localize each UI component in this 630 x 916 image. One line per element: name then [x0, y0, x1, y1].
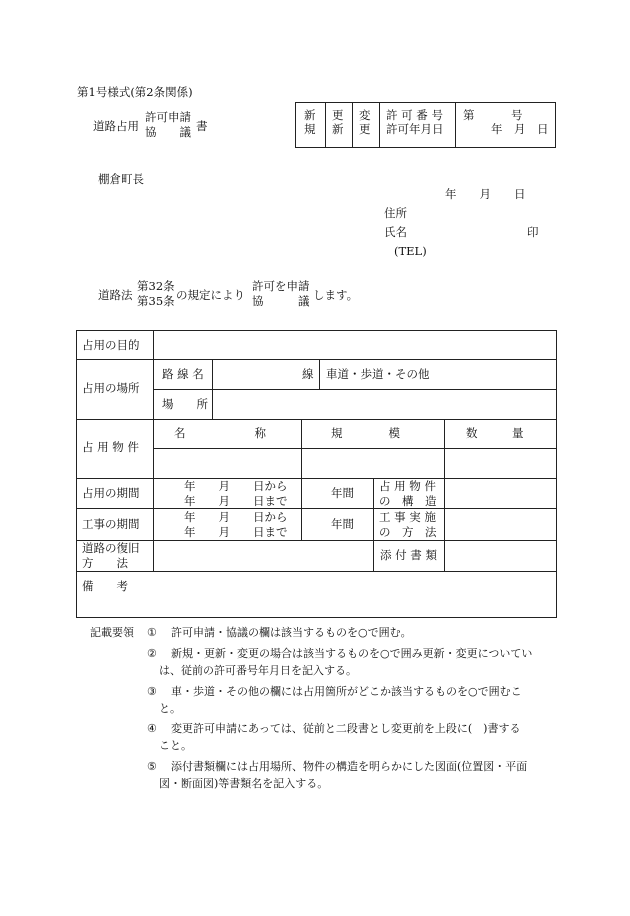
- statement-consultation: 協 議: [252, 294, 310, 308]
- note-number-4: ④: [147, 722, 157, 735]
- occupancy-years-label: 年間: [331, 486, 354, 500]
- object-name-header: 名 称: [174, 426, 266, 440]
- occupancy-from-label: 年 月 日から: [184, 479, 288, 493]
- road-type-options: 車道・歩道・その他: [326, 367, 430, 381]
- object-label: 占 用 物 件: [82, 440, 139, 454]
- seal-label: 印: [527, 225, 539, 239]
- consultation-label: 協 議: [145, 125, 191, 139]
- permit-date-text: 年 月 日: [491, 122, 549, 136]
- object-quantity-header: 数 量: [466, 426, 524, 440]
- occupancy-to-label: 年 月 日まで: [184, 494, 288, 508]
- structure-label-1: 占 用 物 件: [379, 479, 436, 493]
- statement-permit-request: 許可を申請: [252, 279, 310, 293]
- place-label: 場 所: [162, 397, 208, 411]
- note-text-2-line-2: は、従前の許可番号年月日を記入する。: [159, 664, 357, 677]
- statement-middle: の規定により: [176, 288, 245, 302]
- number-suffix: 号: [511, 108, 523, 122]
- note-number-5: ⑤: [147, 760, 157, 773]
- name-label: 氏名: [384, 225, 407, 239]
- note-text-2-line-1: 新規・更新・変更の場合は該当するものを○で囲み更新・変更についてい: [171, 647, 533, 660]
- note-text-4-line-1: 変更許可申請にあっては、従前と二段書とし変更前を上段に( )書する: [171, 722, 521, 735]
- change-char-1: 変: [359, 108, 371, 122]
- occupancy-period-label: 占用の期間: [82, 486, 140, 500]
- tel-label: (TEL): [394, 244, 427, 258]
- statement-article-2: 第35条: [137, 294, 175, 308]
- note-text-4-line-2: こと。: [159, 739, 192, 752]
- location-label: 占用の場所: [82, 381, 140, 395]
- note-text-3-line-1: 車・歩道・その他の欄には占用箇所がどこか該当するものを○で囲むこ: [171, 685, 522, 698]
- restore-label-1: 道路の復旧: [82, 541, 140, 555]
- method-label-1: 工 事 実 施: [379, 510, 436, 524]
- attachments-label: 添 付 書 類: [380, 548, 437, 562]
- new-char-1: 新: [304, 108, 316, 122]
- method-label-2: の 方 法: [379, 525, 437, 539]
- work-years-label: 年間: [331, 517, 354, 531]
- new-char-2: 規: [304, 122, 316, 136]
- note-text-3-line-2: と。: [159, 702, 181, 715]
- note-text-5-line-1: 添付書類欄には占用場所、物件の構造を明らかにした図面(位置図・平面: [171, 760, 528, 773]
- statement-suffix: します。: [313, 288, 359, 302]
- note-text-1: 許可申請・協議の欄は該当するものを○で囲む。: [171, 626, 412, 639]
- remarks-label: 備 考: [82, 579, 128, 593]
- addressee: 棚倉町長: [98, 172, 144, 186]
- purpose-label: 占用の目的: [82, 338, 140, 352]
- work-from-label: 年 月 日から: [184, 510, 288, 524]
- note-text-5-line-2: 図・断面図)等書類名を記入する。: [159, 777, 329, 790]
- permit-number-label: 許 可 番 号: [386, 108, 443, 122]
- statement-article-1: 第32条: [137, 279, 175, 293]
- work-period-label: 工事の期間: [82, 517, 140, 531]
- statement-prefix: 道路法: [98, 288, 133, 302]
- line-label: 線: [302, 367, 314, 381]
- road-use-label: 道路占用: [93, 119, 139, 133]
- note-number-2: ②: [147, 647, 157, 660]
- object-scale-header: 規 模: [331, 426, 400, 440]
- restore-label-2: 方 法: [82, 556, 128, 570]
- instructions-title: 記載要領: [90, 626, 134, 639]
- change-char-2: 更: [359, 122, 371, 136]
- note-number-3: ③: [147, 685, 157, 698]
- renew-char-1: 更: [332, 108, 344, 122]
- permit-request-label: 許可申請: [145, 110, 191, 124]
- note-number-1: ①: [147, 626, 157, 639]
- document-label: 書: [196, 119, 208, 133]
- permit-date-label: 許可年月日: [386, 122, 444, 136]
- application-table: [76, 330, 557, 618]
- structure-label-2: の 構 造: [379, 494, 437, 508]
- work-to-label: 年 月 日まで: [184, 525, 288, 539]
- route-name-label: 路 線 名: [162, 367, 204, 381]
- address-label: 住所: [384, 206, 407, 220]
- form-number: 第1号様式(第2条関係): [77, 85, 193, 99]
- application-date: 年 月 日: [445, 187, 526, 201]
- number-prefix: 第: [463, 108, 475, 122]
- renew-char-2: 新: [332, 122, 344, 136]
